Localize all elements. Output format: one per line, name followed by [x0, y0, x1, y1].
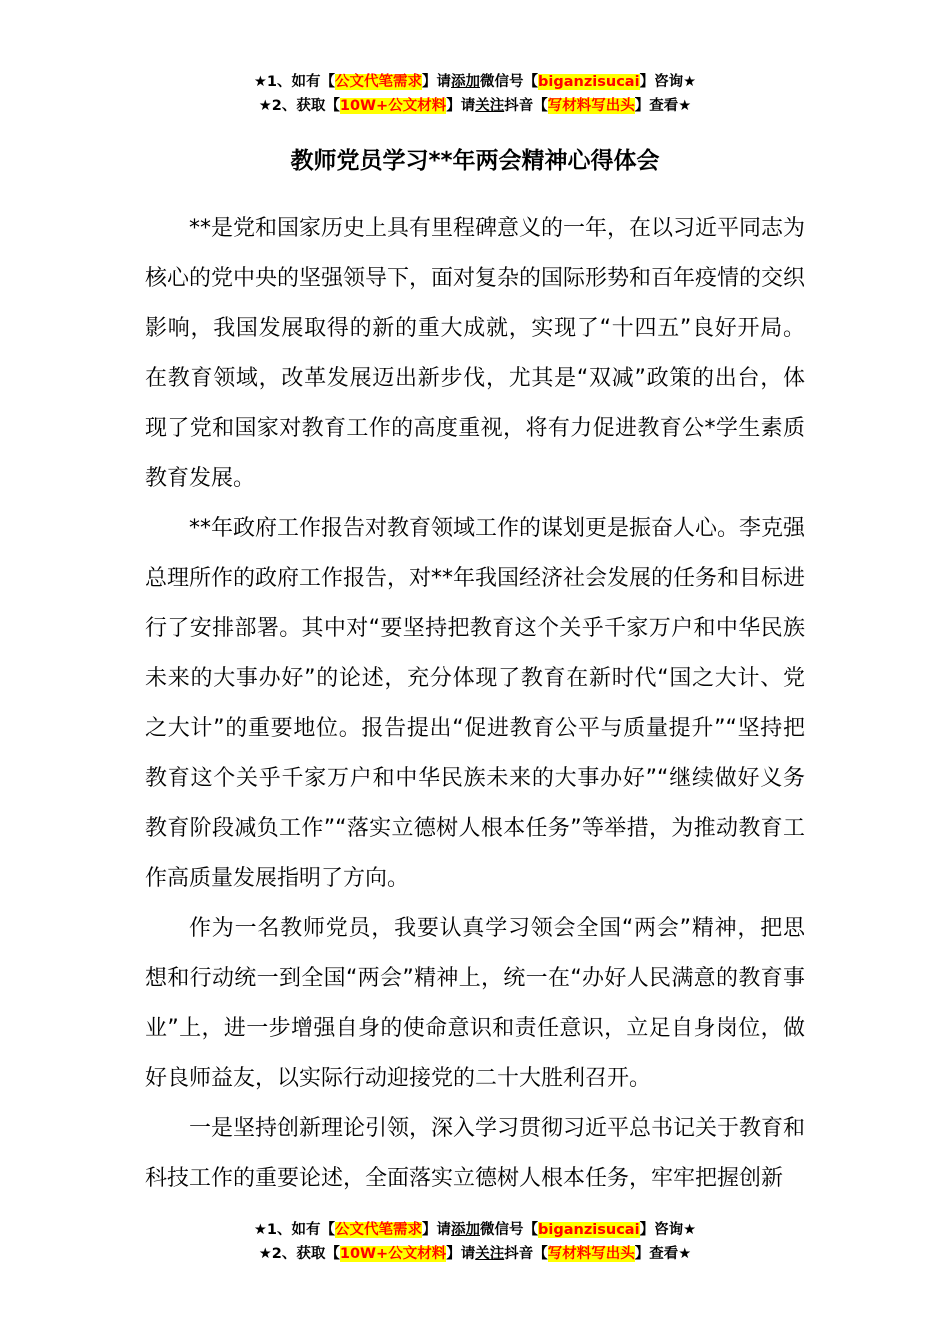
header-ad-line-2: [0, 94, 950, 118]
header-ad-underlined: 添加: [451, 74, 481, 90]
footer-ad-text: 抖音【: [504, 1246, 548, 1262]
body-paragraph-2: **年政府工作报告对教育领域工作的谋划更是振奋人心。李克强总理所作的政府工作报告，对**年我国经济社会发展的任务和目标进行了安排部署。其中对“要坚持把教育这个关乎千家万户和中华民族未来的大事办好”的论述，充分体现了教育在新时代“国之大计、党之大计”的重要地位。报告提出“促进教育公平与质量提升”“坚持把教育这个关乎千家万户和中华民族未来的大事办好”“继续做好义务教育阶段减负工作”“落实立德树人根本任务”等举措，为推动教育工作高质量发展指明了方向。: [145, 516, 806, 891]
header-ad-text: ★1、如有【: [253, 74, 336, 90]
header-ad-highlight: 公文代笔需求: [335, 74, 423, 90]
body-paragraph-3: 作为一名教师党员，我要认真学习领会全国“两会”精神，把思想和行动统一到全国“两会”精神上，统一在“办好人民满意的教育事业”上，进一步增强自身的使命意识和责任意识，立足自身岗位，做好良师益友，以实际行动迎接党的二十大胜利召开。: [145, 916, 805, 1091]
footer-ad-line-1: [0, 1218, 950, 1242]
footer-ad-text: 】请: [446, 1246, 476, 1262]
header-ad-line-1: [0, 70, 950, 94]
header-ad-text: 】查看★: [634, 98, 692, 114]
footer-ad-text: 微信号【: [480, 1222, 539, 1238]
header-ad-text: 】请: [446, 98, 476, 114]
body-paragraph-1: **是党和国家历史上具有里程碑意义的一年，在以习近平同志为核心的党中央的坚强领导下，面对复杂的国际形势和百年疫情的交织影响，我国发展取得的新的重大成就，实现了“十四五”良好开局。在教育领域，改革发展迈出新步伐，尤其是“双减”政策的出台，体现了党和国家对教育工作的高度重视，将有力促进教育公*学生素质教育发展。: [145, 216, 806, 491]
header-ad-text: 】请: [422, 74, 452, 90]
header-ad-text: 微信号【: [480, 74, 539, 90]
footer-ad-underlined: 添加: [451, 1222, 481, 1238]
header-ad-highlight: 10W+公文材料: [339, 98, 447, 114]
body-paragraph-4: 一是坚持创新理论引领，深入学习贯彻习近平总书记关于教育和科技工作的重要论述，全面落实立德树人根本任务，牢牢把握创新: [145, 1116, 806, 1191]
header-ad-douyin-account: 写材料写出头: [547, 98, 635, 114]
footer-ad-wechat-id: biganzisucai: [538, 1222, 640, 1238]
document-title: 教师党员学习**年两会精神心得体会: [290, 148, 660, 174]
footer-ad-text: ★2、获取【: [258, 1246, 340, 1262]
header-ad-text: ★2、获取【: [258, 98, 340, 114]
footer-ad-text: 】请: [422, 1222, 452, 1238]
footer-ad-text: 】咨询★: [639, 1222, 697, 1238]
footer-ad-line-2: [0, 1242, 950, 1266]
footer-ad-banner: [0, 1218, 950, 1266]
header-ad-text: 】咨询★: [639, 74, 697, 90]
header-ad-text: 抖音【: [504, 98, 548, 114]
header-ad-banner: [0, 70, 950, 118]
document-body: [145, 204, 805, 1204]
footer-ad-text: ★1、如有【: [253, 1222, 336, 1238]
footer-ad-douyin-account: 写材料写出头: [547, 1246, 635, 1262]
header-ad-underlined: 关注: [475, 98, 505, 114]
header-ad-wechat-id: biganzisucai: [538, 74, 640, 90]
footer-ad-underlined: 关注: [475, 1246, 505, 1262]
footer-ad-highlight: 公文代笔需求: [335, 1222, 423, 1238]
footer-ad-text: 】查看★: [634, 1246, 692, 1262]
footer-ad-highlight: 10W+公文材料: [339, 1246, 447, 1262]
